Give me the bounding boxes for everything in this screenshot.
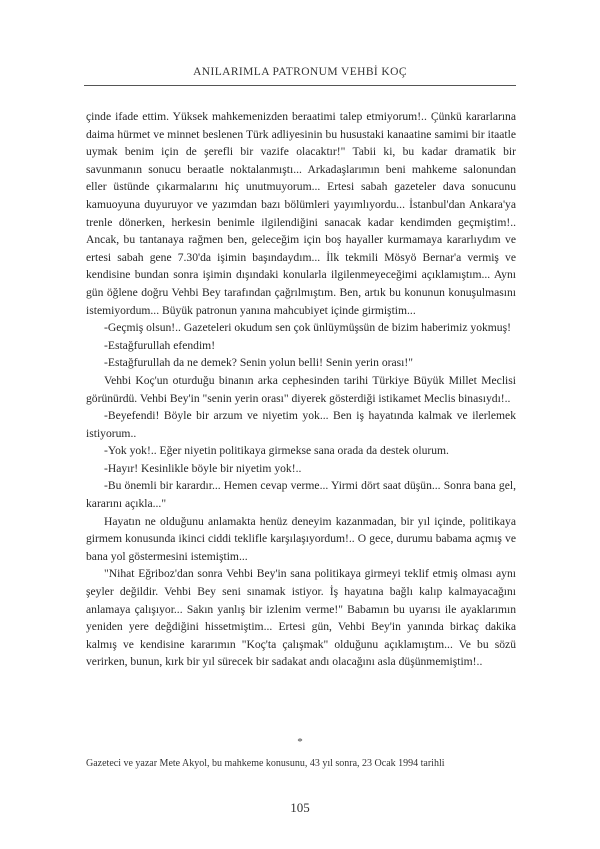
paragraph-6: -Beyefendi! Böyle bir arzum ve niyetim yok... Ben iş hayatında kalmak ve ilerlemek istiyorum.. [86,409,516,440]
paragraph-7: -Yok yok!.. Eğer niyetin politikaya girmekse sana orada da destek olurum. [104,444,449,458]
section-separator: * [297,736,303,748]
paragraph-4: -Estağfurullah da ne demek? Senin yolun belli! Senin yerin orası!" [104,356,413,370]
paragraph-3: -Estağfurullah efendim! [104,338,216,352]
paragraph-5: Vehbi Koç'un oturduğu binanın arka cephesinden tarihi Türkiye Büyük Millet Meclisi görünürdü. Vehbi Bey'in "senin yerin orası" diyerek gösterdiği istikamet Meclis binasıydı!.. [86,373,516,405]
footnote: Gazeteci ve yazar Mete Akyol, bu mahkeme konusunu, 43 yıl sonra, 23 Ocak 1994 tarihli [86,758,445,769]
header-rule [84,85,516,86]
paragraph-1: çinde ifade ettim. Yüksek mahkemenizden beraatimi talep etmiyorum!.. Çünkü kararlarına daima hürmet ve minnet beslenen Türk adliyesinin bu husustaki kanaatine samimi bir itaatle uymak benim için de şerefli bir vazife olacaktır!" Tabii ki, bu kadar dramatik bir savunmanın sonucu beraatle noktalanmıştı... Arkadaşlarımın beni mahkeme salonundan eller üstünde çıkarmalarını hiç unutmuyorum... Ertesi sabah gazeteler dava sonucunu kamuoyuna duyuruyor ve yazımdan bazı bölümleri yayımlıyordu... İstanbul'dan Ankara'ya trenle dönerken, herkesin benimle ilgilendiğini sanacak kadar kendimden geçmiştim!.. Ancak, bu tantanaya rağmen ben, geleceğim için boş hayaller kurmamaya kararlıydım ve ertesi sabah gene 7.30'da işimin başındaydım... İlk tekmili Mösyö Bernar'a vermiş ve kendisine bundan sonra işimin dışındaki konularla ilgilenmeyeceğimi açıklamıştım... Aynı gün öğlene doğru Vehbi Bey tarafından çağrılmıştım. Ben, artık bu konunun konuşulmasını istemiyordum... Büyük patronun yanına mahcubiyet içinde girmiştim... [86,110,516,317]
paragraph-11: "Nihat Eğriboz'dan sonra Vehbi Bey'in sana politikaya girmeyi teklif etmiş olması aynı şeyler değildir. Vehbi Bey seni sınamak istiyor. İş hayatına bağlı kalıp kalmayacağını anlamaya çalışıyor... Sakın yanlış bir izlenim verme!" Babamın bu uyarısı ile ayaklarımın yeniden yere değdiğini hissetmiştim... Ertesi gün, Vehbi Bey'in yanında birkaç dakika kalmış ve kendisine kararımın "Koç'ta çalışmak" olduğunu açıklamıştım... Ve bu sözü verirken, bunun, kırk bir yıl sürecek bir sadakat andı olacağını asla düşünmemiştim!.. [86,567,516,669]
paragraph-10: Hayatın ne olduğunu anlamakta henüz deneyim kazanmadan, bir yıl içinde, politikaya girmem konusunda ikinci ciddi teklifle karşılaşıyordum!.. O gece, durumu babama açmış ve bana yol göstermesini istemiştim... [86,514,516,563]
running-header: ANILARIMLA PATRONUM VEHBİ KOÇ [193,66,407,78]
paragraph-9: -Bu önemli bir karardır... Hemen cevap verme... Yirmi dört saat düşün... Sonra bana gel, kararını açıkla..." [86,479,516,511]
paragraph-2: -Geçmiş olsun!.. Gazeteleri okudum sen çok ünlüymüşsün de bizim haberimiz yokmuş! [104,321,511,335]
body-text [86,108,516,671]
paragraph-8: -Hayır! Kesinlikle böyle bir niyetim yok!.. [104,461,302,475]
page-number: 105 [290,800,310,815]
